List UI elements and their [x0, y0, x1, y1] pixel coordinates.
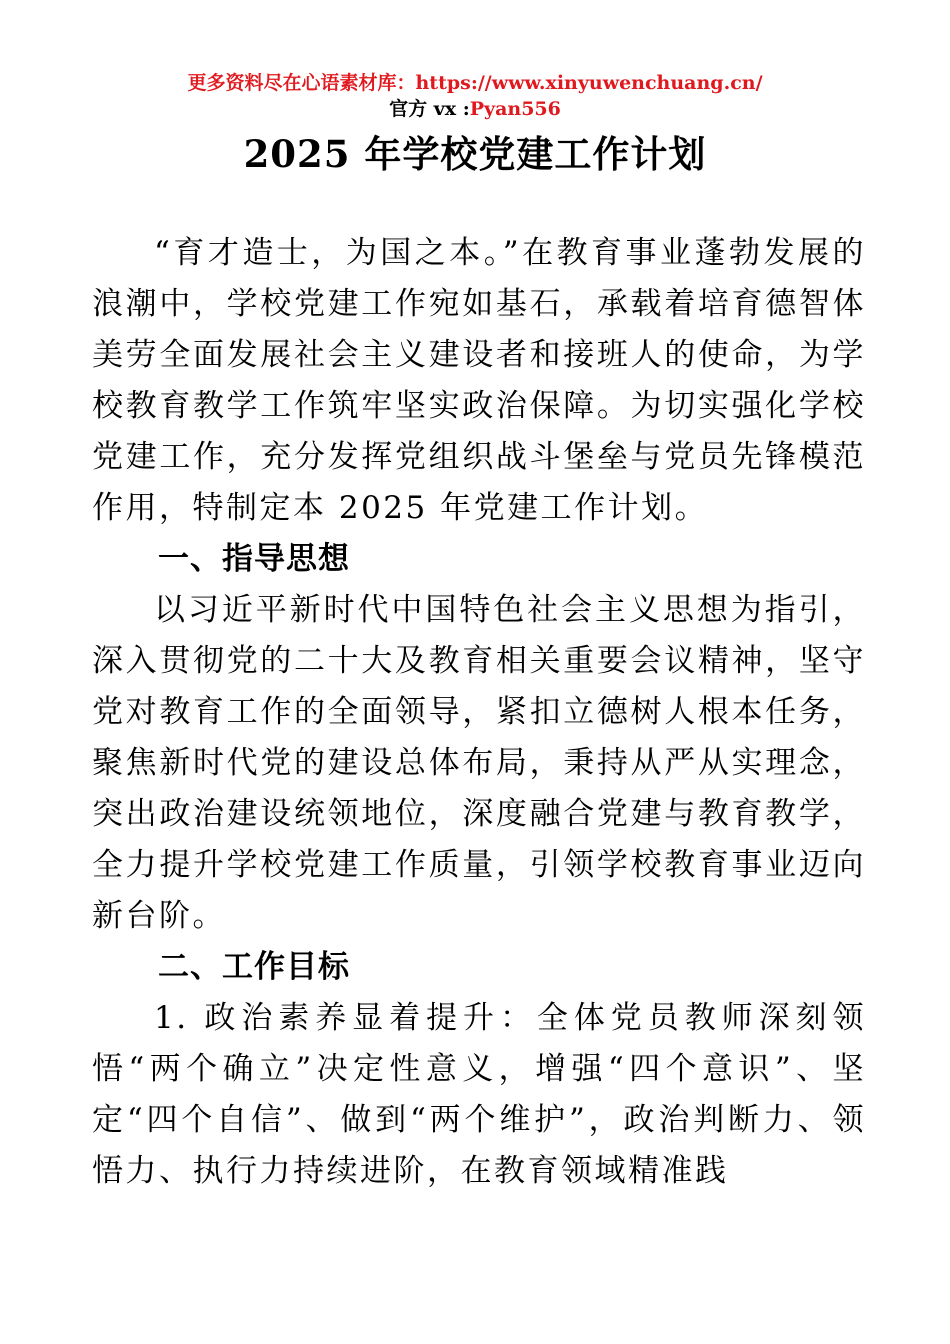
- promo-website-text: 更多资料尽在心语素材库：https://www.xinyuwenchuang.cn/: [187, 72, 763, 94]
- promo-header: [0, 70, 950, 122]
- document-body: [92, 228, 866, 1197]
- promo-contact-line: [0, 96, 950, 122]
- section-heading-work-goals: 二、工作目标: [158, 949, 350, 985]
- work-goal-item-1: 1. 政治素养显着提升：全体党员教师深刻领悟“两个确立”决定性意义，增强“四个意识”、坚定“四个自信”、做到“两个维护”，政治判断力、领悟力、执行力持续进阶，在教育领域精准践: [92, 1000, 866, 1189]
- guiding-ideology-paragraph: 以习近平新时代中国特色社会主义思想为指引，深入贯彻党的二十大及教育相关重要会议精神，坚守党对教育工作的全面领导，紧扣立德树人根本任务，聚焦新时代党的建设总体布局，秉持从严从实理念，突出政治建设统领地位，深度融合党建与教育教学，全力提升学校党建工作质量，引领学校教育事业迈向新台阶。: [92, 592, 866, 934]
- document-title: 2025 年学校党建工作计划: [243, 132, 707, 176]
- section-heading-guiding-ideology: 一、指导思想: [158, 541, 350, 577]
- promo-contact-prefix: 官方 vx :: [389, 98, 470, 120]
- intro-paragraph: “育才造士，为国之本。”在教育事业蓬勃发展的浪潮中，学校党建工作宛如基石，承载着培育德智体美劳全面发展社会主义建设者和接班人的使命，为学校教育教学工作筑牢坚实政治保障。为切实强化学校党建工作，充分发挥党组织战斗堡垒与党员先锋模范作用，特制定本 2025 年党建工作计划。: [92, 235, 866, 526]
- promo-contact-id: Pyan556: [469, 98, 561, 120]
